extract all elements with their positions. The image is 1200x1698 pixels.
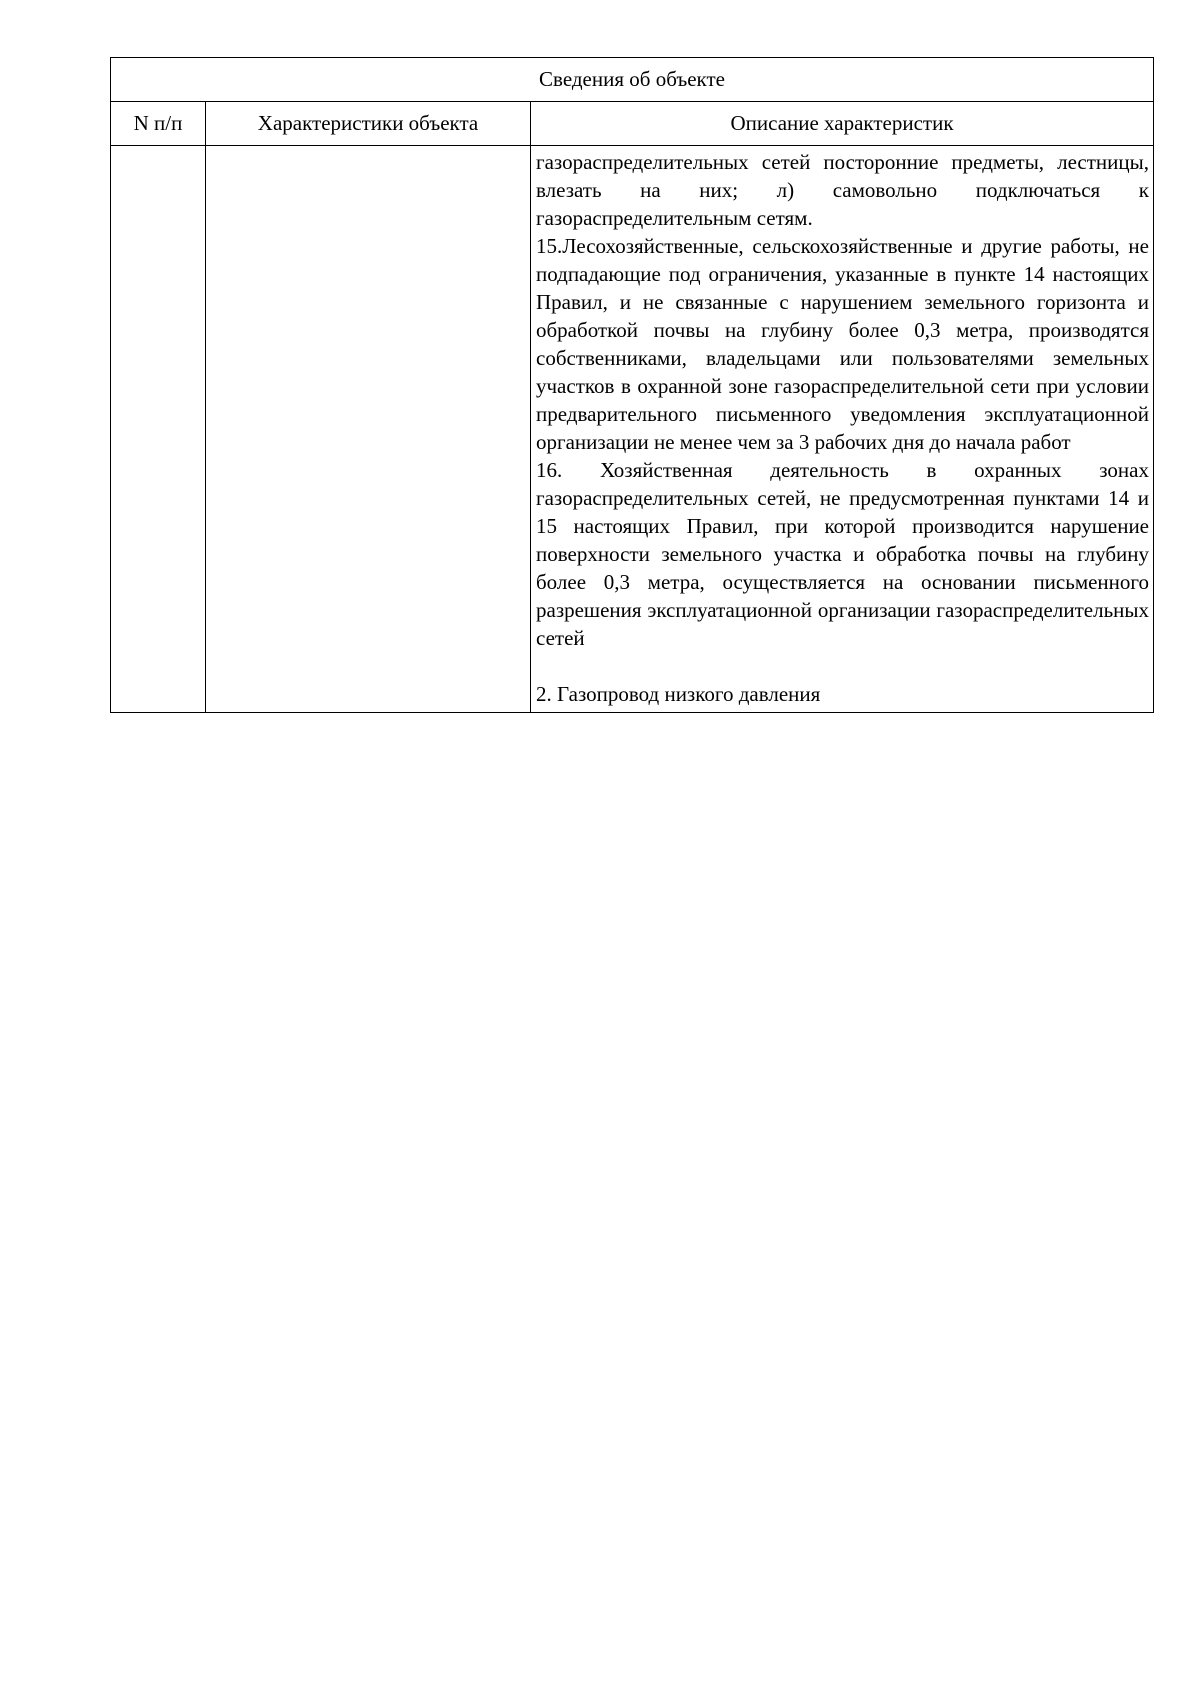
object-info-table [110, 57, 1154, 713]
table-caption-row [111, 58, 1154, 102]
header-characteristics: Характеристики объекта [206, 102, 531, 146]
header-description: Описание характеристик [531, 102, 1154, 146]
table-header-row [111, 102, 1154, 146]
table-caption: Сведения об объекте [111, 58, 1154, 102]
description-paragraph-continuation: газораспределительных сетей посторонние предметы, лестницы, влезать на них; л) самовольно подключаться к газораспределительным сетям. [536, 150, 1149, 230]
table-row [111, 146, 1154, 713]
description-paragraph-15: 15.Лесохозяйственные, сельскохозяйственные и другие работы, не подпадающие под ограничения, указанные в пункте 14 настоящих Правил, и не связанные с нарушением земельного горизонта и обработкой почвы на глубину более 0,3 метра, производятся собственниками, владельцами или пользователями земельных участков в охранной зоне газораспределительной сети при условии предварительного письменного уведомления эксплуатационной организации не менее чем за 3 рабочих дня до начала работ [536, 234, 1149, 454]
header-number: N п/п [111, 102, 206, 146]
description-paragraph-16: 16. Хозяйственная деятельность в охранных зонах газораспределительных сетей, не предусмотренная пунктами 14 и 15 настоящих Правил, при которой производится нарушение поверхности земельного участка и обработка почвы на глубину более 0,3 метра, осуществляется на основании письменного разрешения эксплуатационной организации газораспределительных сетей [536, 458, 1149, 650]
description-paragraph-pipeline: 2. Газопровод низкого давления [536, 682, 821, 706]
row-description-cell [531, 146, 1154, 713]
row-characteristics-cell [206, 146, 531, 713]
row-number-cell [111, 146, 206, 713]
